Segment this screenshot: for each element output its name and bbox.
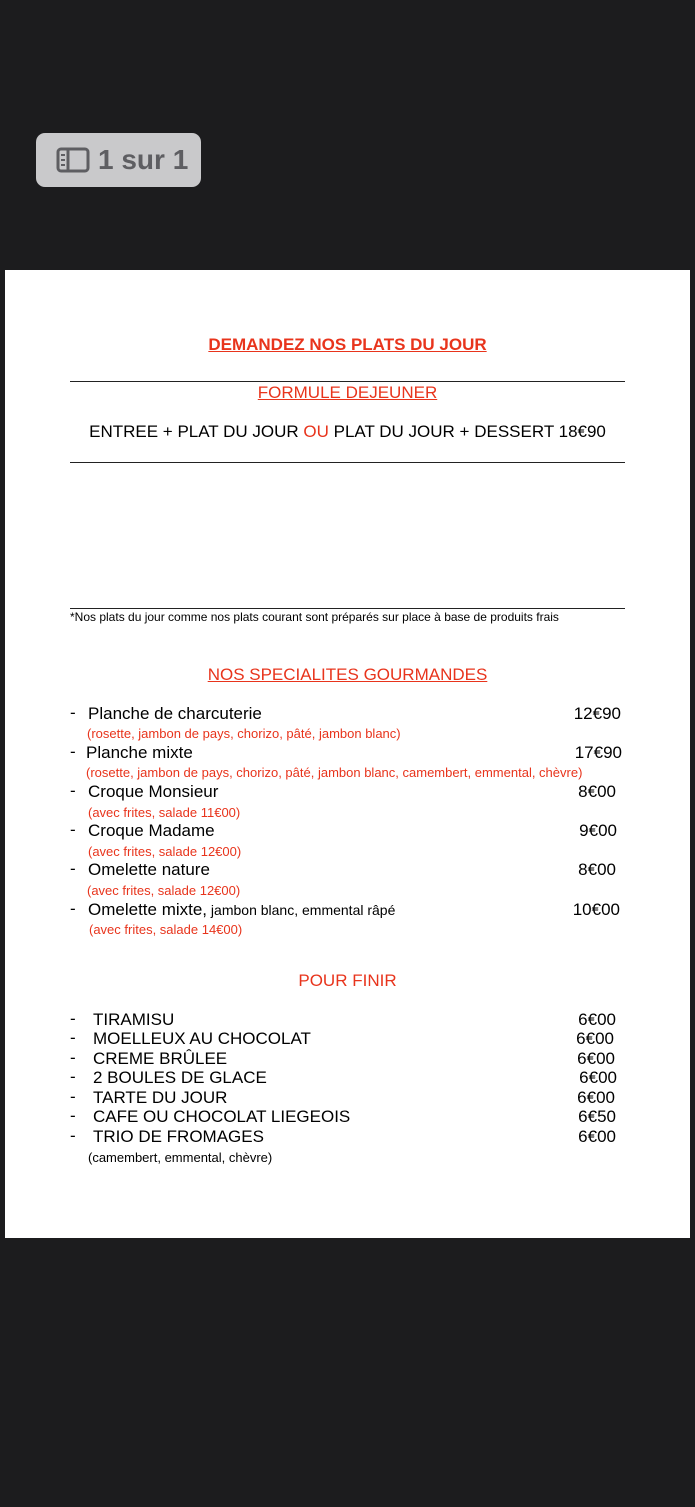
dessert-price: 6€00 xyxy=(577,1049,615,1068)
bullet-dash: - xyxy=(70,1126,76,1145)
bullet-dash: - xyxy=(70,1087,76,1106)
specialite-price: 10€00 xyxy=(572,900,620,919)
bullet-dash: - xyxy=(70,1009,76,1028)
dessert-name: 2 BOULES DE GLACE xyxy=(93,1068,267,1087)
specialite-detail: (rosette, jambon de pays, chorizo, pâté, jambon blanc, camembert, emmental, chèvre) xyxy=(86,765,583,780)
bullet-dash: - xyxy=(70,1028,76,1047)
specialite-price: 9€00 xyxy=(579,821,617,840)
dessert-name: MOELLEUX AU CHOCOLAT xyxy=(93,1029,311,1048)
document-page xyxy=(5,270,690,1238)
bullet-dash: - xyxy=(70,1048,76,1067)
divider-middle xyxy=(70,462,625,463)
dessert-name: CAFE OU CHOCOLAT LIEGEOIS xyxy=(93,1107,351,1126)
dessert-price: 6€00 xyxy=(576,1029,614,1048)
specialite-name xyxy=(88,900,395,920)
bullet-dash: - xyxy=(70,859,76,878)
dessert-name: TIRAMISU xyxy=(93,1010,175,1029)
formule-part1: ENTREE + PLAT DU JOUR xyxy=(89,422,304,441)
formule-part2: PLAT DU JOUR + DESSERT 18€90 xyxy=(328,422,606,441)
formule-description xyxy=(5,422,690,442)
bullet-dash: - xyxy=(70,820,76,839)
specialite-detail: (avec frites, salade 14€00) xyxy=(89,922,243,937)
dessert-name: TARTE DU JOUR xyxy=(93,1088,228,1107)
divider-footnote xyxy=(70,608,625,609)
specialite-price: 17€90 xyxy=(574,743,622,762)
page-indicator-badge[interactable] xyxy=(36,133,201,187)
specialite-name: Omelette nature xyxy=(88,860,210,879)
page-indicator-text: 1 sur 1 xyxy=(98,144,189,175)
bullet-dash: - xyxy=(70,1106,76,1125)
specialite-price: 8€00 xyxy=(578,860,616,879)
bullet-dash: - xyxy=(70,899,76,918)
specialite-price: 8€00 xyxy=(578,782,616,801)
specialite-detail: (avec frites, salade 11€00) xyxy=(88,805,241,820)
menu-header: DEMANDEZ NOS PLATS DU JOUR xyxy=(208,335,487,354)
dessert-price: 6€00 xyxy=(578,1127,616,1146)
specialite-price: 12€90 xyxy=(573,704,621,723)
dessert-name: CREME BRÛLEE xyxy=(93,1049,228,1068)
formule-title: FORMULE DEJEUNER xyxy=(257,383,438,402)
specialite-detail: (rosette, jambon de pays, chorizo, pâté, jambon blanc) xyxy=(87,726,401,741)
bullet-dash: - xyxy=(70,703,76,722)
dessert-price: 6€00 xyxy=(577,1088,615,1107)
formule-ou: OU xyxy=(303,422,329,441)
footnote: *Nos plats du jour comme nos plats courant sont préparés sur place à base de produits frais xyxy=(70,610,559,624)
bullet-dash: - xyxy=(70,1067,76,1086)
specialite-name: Croque Monsieur xyxy=(88,782,219,801)
specialite-name: Planche de charcuterie xyxy=(88,704,262,723)
divider-top xyxy=(70,381,625,382)
specialite-name: Planche mixte xyxy=(86,743,193,762)
specialite-detail: (avec frites, salade 12€00) xyxy=(87,883,241,898)
dessert-name: TRIO DE FROMAGES xyxy=(93,1127,264,1146)
specialites-title: NOS SPECIALITES GOURMANDES xyxy=(207,665,488,684)
sidebar-icon xyxy=(56,147,90,173)
specialite-name: Croque Madame xyxy=(88,821,215,840)
bullet-dash: - xyxy=(70,781,76,800)
specialite-detail: (avec frites, salade 12€00) xyxy=(88,844,242,859)
specialite-name-extra: jambon blanc, emmental râpé xyxy=(207,902,396,918)
dessert-price: 6€50 xyxy=(578,1107,616,1126)
dessert-note: (camembert, emmental, chèvre) xyxy=(88,1150,273,1165)
dessert-price: 6€00 xyxy=(579,1068,617,1087)
bullet-dash: - xyxy=(70,742,76,761)
desserts-title: POUR FINIR xyxy=(298,971,397,990)
dessert-price: 6€00 xyxy=(578,1010,616,1029)
specialite-name-main: Omelette mixte, xyxy=(88,900,208,919)
